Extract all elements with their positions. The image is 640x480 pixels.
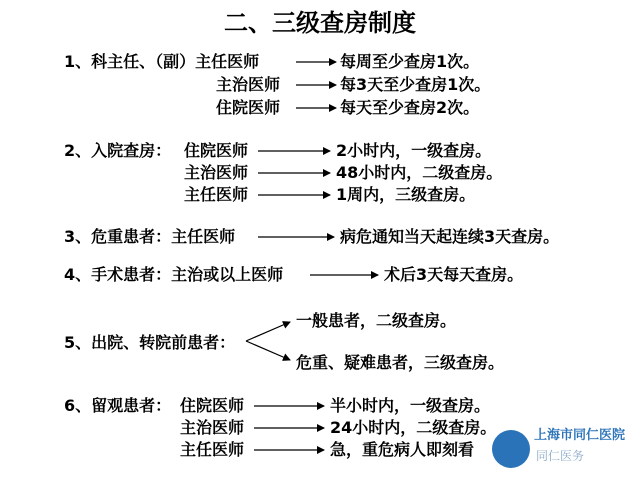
section-1-role-3: 住院医师 [216, 98, 281, 117]
section-1-role-2: 主治医师 [216, 75, 281, 94]
section-1-rule-1: 每周至少查房1次。 [340, 52, 480, 71]
page-title: 二、三级查房制度 [224, 9, 416, 37]
section-6-role-3: 主任医师 [180, 440, 245, 459]
section-3-rule: 病危通知当天起连续3天查房。 [340, 227, 560, 246]
section-2-role-2: 主治医师 [184, 163, 249, 182]
section-1-rule-2: 每3天至少查房1次。 [340, 75, 491, 94]
section-2-rule-3: 1周内，三级查房。 [336, 185, 476, 204]
section-2-role-1: 住院医师 [184, 141, 249, 160]
section-2-rule-2: 48小时内，二级查房。 [336, 163, 503, 182]
section-6-role-1: 住院医师 [180, 396, 245, 415]
section-3-head: 3、危重患者：主任医师 [64, 227, 236, 246]
arrow-5-2 [246, 341, 290, 360]
section-6-rule-2: 24小时内，二级查房。 [330, 418, 497, 437]
section-5-head: 5、出院、转院前患者： [64, 333, 236, 352]
logo-emblem-icon [492, 430, 530, 468]
section-6-role-2: 主治医师 [180, 418, 245, 437]
section-2-rule-1: 2小时内，一级查房。 [336, 141, 492, 160]
hospital-logo [488, 424, 640, 476]
section-1-head: 1、科主任、（副）主任医师 [64, 52, 260, 71]
section-6-rule-1: 半小时内，一级查房。 [330, 396, 491, 415]
section-5-branch-1: 一般患者，二级查房。 [296, 311, 457, 330]
section-6-rule-3: 急，重危病人即刻看 [330, 440, 475, 459]
section-4-rule: 术后3天每天查房。 [384, 265, 524, 284]
logo-name: 上海市同仁医院 [534, 428, 626, 443]
section-2-head: 2、入院查房： [64, 141, 172, 160]
section-4-head: 4、手术患者：主治或以上医师 [64, 265, 284, 284]
arrow-5-1 [246, 322, 290, 341]
section-1-rule-3: 每天至少查房2次。 [340, 98, 480, 117]
logo-watermark: 同仁医务 [536, 449, 585, 463]
section-6-head: 6、留观患者： [64, 396, 172, 415]
section-5-branch-2: 危重、疑难患者，三级查房。 [296, 353, 505, 372]
section-2-role-3: 主任医师 [184, 185, 249, 204]
